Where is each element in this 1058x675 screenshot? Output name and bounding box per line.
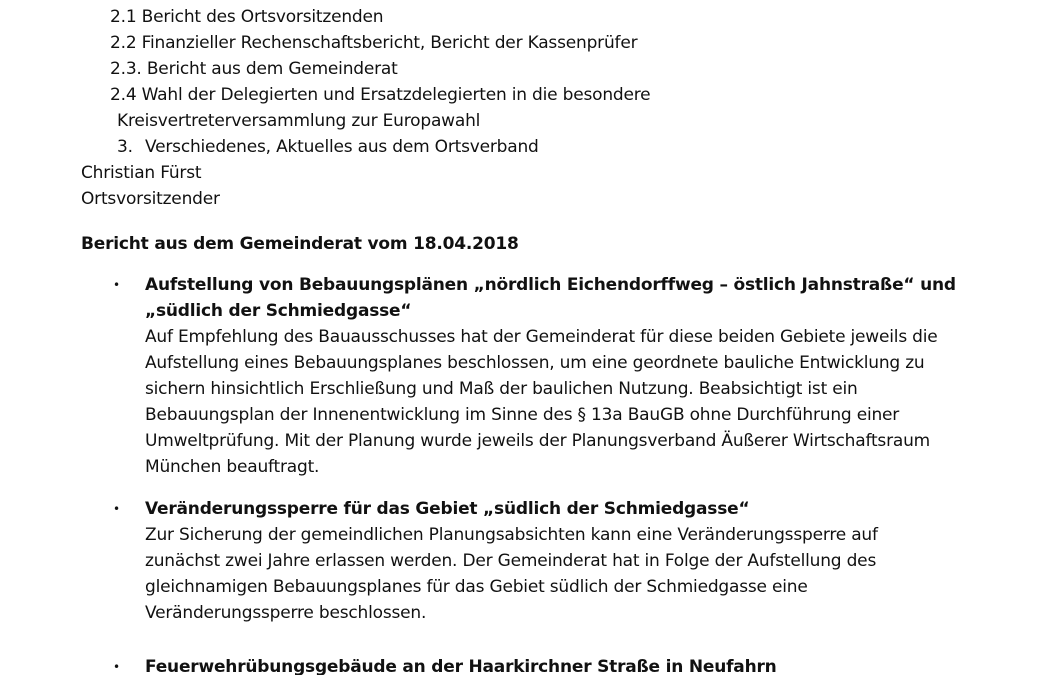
bullet-icon: • [113,660,121,674]
agenda-item-2-4: 2.4 Wahl der Delegierten und Ersatzdelegierten in die besondere [110,85,651,105]
signature-role: Ortsvorsitzender [81,189,220,209]
bullet-icon: • [113,278,121,292]
section-2-body-line-1: Zur Sicherung der gemeindlichen Planungsabsichten kann eine Veränderungssperre auf [145,525,878,545]
section-2-title: Veränderungssperre für das Gebiet „südlich der Schmiedgasse“ [145,499,750,519]
bullet-icon: • [113,502,121,516]
section-1-body-line-6: München beauftragt. [145,457,320,477]
agenda-item-2-1: 2.1 Bericht des Ortsvorsitzenden [110,7,384,27]
section-1-body-line-1: Auf Empfehlung des Bauausschusses hat der Gemeinderat für diese beiden Gebiete jeweils die [145,327,938,347]
agenda-item-2-4-continued: Kreisvertreterversammlung zur Europawahl [117,111,481,131]
report-heading: Bericht aus dem Gemeinderat vom 18.04.2018 [81,234,519,254]
section-1-body-line-2: Aufstellung eines Bebauungsplanes beschlossen, um eine geordnete bauliche Entwicklung zu [145,353,925,373]
section-1-body-line-5: Umweltprüfung. Mit der Planung wurde jeweils der Planungsverband Äußerer Wirtschaftsraum [145,431,931,451]
section-1-body-line-4: Bebauungsplan der Innenentwicklung im Sinne des § 13a BauGB ohne Durchführung einer [145,405,900,425]
section-1-body-line-3: sichern hinsichtlich Erschließung und Maß der baulichen Nutzung. Beabsichtigt ist ein [145,379,858,399]
section-1-title-line-2: „südlich der Schmiedgasse“ [145,301,412,321]
signature-name: Christian Fürst [81,163,202,183]
agenda-item-2-3: 2.3. Bericht aus dem Gemeinderat [110,59,398,79]
agenda-item-3-number: 3. [117,137,133,157]
agenda-item-2-2: 2.2 Finanzieller Rechenschaftsbericht, Bericht der Kassenprüfer [110,33,638,53]
section-2-body-line-3: gleichnamigen Bebauungsplanes für das Gebiet südlich der Schmiedgasse eine [145,577,808,597]
section-2-body-line-2: zunächst zwei Jahre erlassen werden. Der Gemeinderat hat in Folge der Aufstellung des [145,551,877,571]
section-2-body-line-4: Veränderungssperre beschlossen. [145,603,427,623]
section-1-title-line-1: Aufstellung von Bebauungsplänen „nördlich Eichendorffweg – östlich Jahnstraße“ und [145,275,956,295]
section-3-title: Feuerwehrübungsgebäude an der Haarkirchner Straße in Neufahrn [145,657,777,675]
agenda-item-3-text: Verschiedenes, Aktuelles aus dem Ortsverband [145,137,539,157]
